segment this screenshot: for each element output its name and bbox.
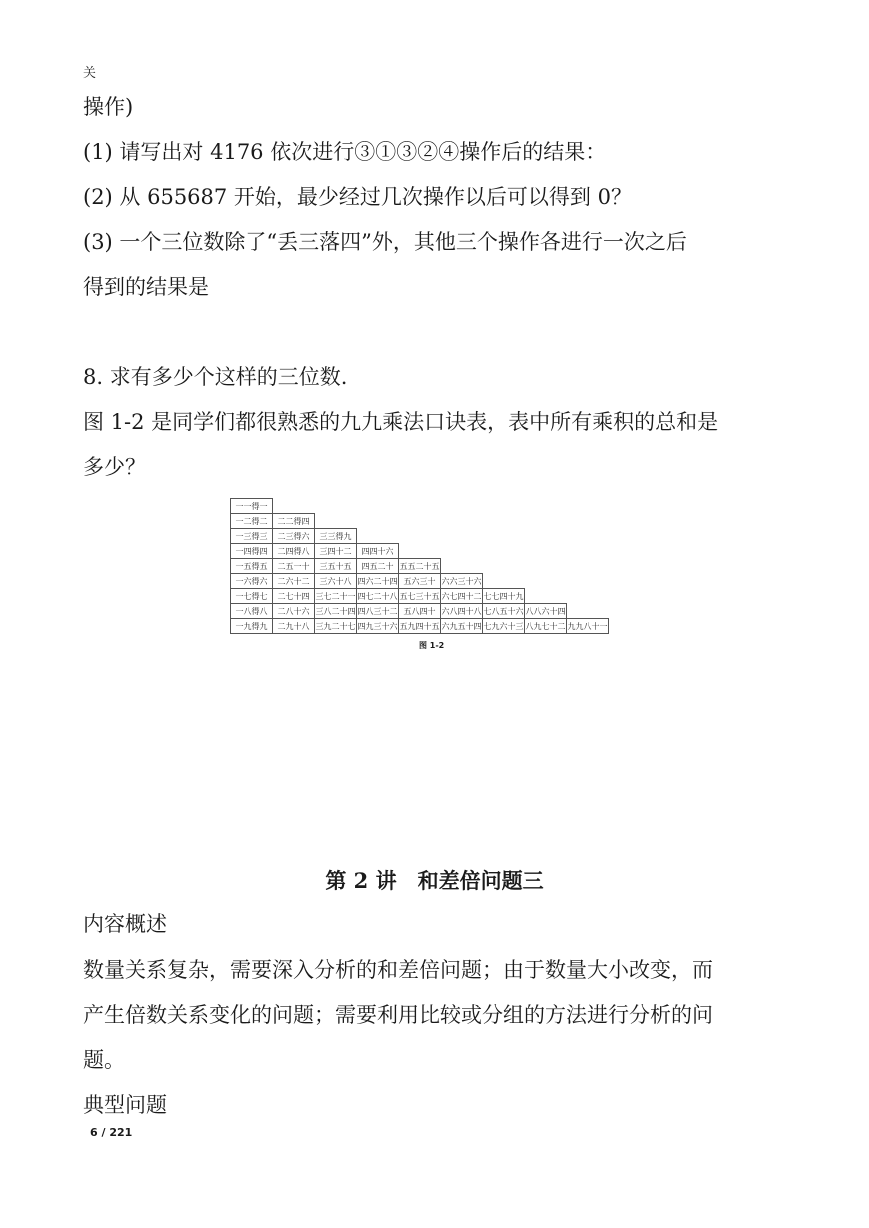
overview-line-3: 题。 bbox=[83, 1048, 125, 1072]
table-cell-empty bbox=[315, 499, 357, 514]
table-cell: 三三得九 bbox=[315, 529, 357, 544]
table-cell: 八九七十二 bbox=[525, 619, 567, 634]
table-row bbox=[231, 604, 609, 619]
table-cell-empty bbox=[441, 499, 483, 514]
table-cell-empty bbox=[483, 499, 525, 514]
table-cell-empty bbox=[399, 529, 441, 544]
table-row bbox=[231, 559, 609, 574]
section-title-overview: 内容概述 bbox=[83, 912, 167, 936]
table-cell: 一六得六 bbox=[231, 574, 273, 589]
table-cell: 二四得八 bbox=[273, 544, 315, 559]
table-cell-empty bbox=[273, 499, 315, 514]
table-cell: 七七四十九 bbox=[483, 589, 525, 604]
table-cell: 六七四十二 bbox=[441, 589, 483, 604]
table-cell: 二三得六 bbox=[273, 529, 315, 544]
table-cell: 六九五十四 bbox=[441, 619, 483, 634]
figure-question: 图 1-2 是同学们都很熟悉的九九乘法口诀表，表中所有乘积的总和是 bbox=[83, 410, 719, 434]
table-cell: 三六十八 bbox=[315, 574, 357, 589]
table-cell: 九九八十一 bbox=[567, 619, 609, 634]
table-row bbox=[231, 574, 609, 589]
figure-caption: 图 1-2 bbox=[419, 641, 445, 650]
question-1: (1) 请写出对 4176 依次进行③①③②④操作后的结果： bbox=[83, 140, 607, 164]
table-cell-empty bbox=[567, 499, 609, 514]
question-3: (3) 一个三位数除了“丢三落四”外，其他三个操作各进行一次之后 bbox=[83, 230, 687, 254]
table-cell: 五八四十 bbox=[399, 604, 441, 619]
table-cell: 一五得五 bbox=[231, 559, 273, 574]
table-cell: 五九四十五 bbox=[399, 619, 441, 634]
overview-line-2: 产生倍数关系变化的问题；需要利用比较或分组的方法进行分析的问 bbox=[83, 1003, 713, 1027]
table-cell: 七八五十六 bbox=[483, 604, 525, 619]
table-cell-empty bbox=[399, 544, 441, 559]
table-cell-empty bbox=[525, 529, 567, 544]
figure-question-cont: 多少？ bbox=[83, 455, 146, 479]
table-cell: 六八四十八 bbox=[441, 604, 483, 619]
table-cell-empty bbox=[525, 499, 567, 514]
table-row bbox=[231, 544, 609, 559]
table-cell: 二二得四 bbox=[273, 514, 315, 529]
table-cell-empty bbox=[525, 514, 567, 529]
table-row bbox=[231, 499, 609, 514]
table-cell: 四九三十六 bbox=[357, 619, 399, 634]
table-cell-empty bbox=[441, 544, 483, 559]
table-cell-empty bbox=[441, 514, 483, 529]
table-cell: 一四得四 bbox=[231, 544, 273, 559]
table-row bbox=[231, 529, 609, 544]
table-cell: 四六二十四 bbox=[357, 574, 399, 589]
table-cell-empty bbox=[483, 544, 525, 559]
table-cell-empty bbox=[483, 514, 525, 529]
table-row bbox=[231, 514, 609, 529]
table-cell: 二九十八 bbox=[273, 619, 315, 634]
table-cell: 三八二十四 bbox=[315, 604, 357, 619]
question-2: (2) 从 655687 开始，最少经过几次操作以后可以得到 0？ bbox=[83, 185, 632, 209]
table-cell-empty bbox=[483, 559, 525, 574]
table-cell-empty bbox=[357, 499, 399, 514]
table-cell: 三九二十七 bbox=[315, 619, 357, 634]
table-cell: 四五二十 bbox=[357, 559, 399, 574]
table-cell: 五五二十五 bbox=[399, 559, 441, 574]
table-cell-empty bbox=[525, 589, 567, 604]
table-cell-empty bbox=[399, 514, 441, 529]
table-cell: 二七十四 bbox=[273, 589, 315, 604]
table-cell-empty bbox=[525, 544, 567, 559]
page-number: 6 / 221 bbox=[90, 1126, 133, 1139]
table-cell-empty bbox=[441, 529, 483, 544]
table-cell-empty bbox=[483, 529, 525, 544]
table-cell: 一一得一 bbox=[231, 499, 273, 514]
table-cell: 五七三十五 bbox=[399, 589, 441, 604]
table-cell: 二六十二 bbox=[273, 574, 315, 589]
overview-line-1: 数量关系复杂，需要深入分析的和差倍问题；由于数量大小改变，而 bbox=[83, 958, 713, 982]
lecture-heading: 第 2 讲 和差倍问题三 bbox=[325, 868, 544, 893]
table-cell: 一八得八 bbox=[231, 604, 273, 619]
problem-8: 8. 求有多少个这样的三位数. bbox=[83, 365, 348, 389]
table-cell: 四四十六 bbox=[357, 544, 399, 559]
table-cell-empty bbox=[525, 559, 567, 574]
table-row bbox=[231, 619, 609, 634]
table-cell-empty bbox=[483, 574, 525, 589]
table-cell-empty bbox=[567, 559, 609, 574]
table-cell: 四八三十二 bbox=[357, 604, 399, 619]
multiplication-table bbox=[230, 498, 609, 634]
table-cell: 一九得九 bbox=[231, 619, 273, 634]
table-cell-empty bbox=[567, 544, 609, 559]
table-cell-empty bbox=[567, 589, 609, 604]
table-cell-empty bbox=[567, 514, 609, 529]
table-cell: 三五十五 bbox=[315, 559, 357, 574]
table-cell-empty bbox=[567, 529, 609, 544]
table-cell-empty bbox=[399, 499, 441, 514]
table-cell: 八八六十四 bbox=[525, 604, 567, 619]
table-cell: 三七二十一 bbox=[315, 589, 357, 604]
table-cell-empty bbox=[357, 529, 399, 544]
question-3-cont: 得到的结果是 bbox=[83, 275, 209, 299]
table-cell-empty bbox=[567, 574, 609, 589]
text-line-1: 操作) bbox=[83, 95, 134, 119]
table-cell: 二五一十 bbox=[273, 559, 315, 574]
table-cell: 二八十六 bbox=[273, 604, 315, 619]
section-title-typical: 典型问题 bbox=[83, 1093, 167, 1117]
table-cell-empty bbox=[315, 514, 357, 529]
table-cell-empty bbox=[567, 604, 609, 619]
table-cell-empty bbox=[357, 514, 399, 529]
table-row bbox=[231, 589, 609, 604]
table-cell: 一三得三 bbox=[231, 529, 273, 544]
table-cell: 一二得二 bbox=[231, 514, 273, 529]
table-cell: 四七二十八 bbox=[357, 589, 399, 604]
table-cell-empty bbox=[441, 559, 483, 574]
top-fragment: 关 bbox=[83, 66, 97, 81]
table-cell: 三四十二 bbox=[315, 544, 357, 559]
table-cell: 一七得七 bbox=[231, 589, 273, 604]
table-cell: 五六三十 bbox=[399, 574, 441, 589]
table-cell: 七九六十三 bbox=[483, 619, 525, 634]
table-cell-empty bbox=[525, 574, 567, 589]
table-cell: 六六三十六 bbox=[441, 574, 483, 589]
